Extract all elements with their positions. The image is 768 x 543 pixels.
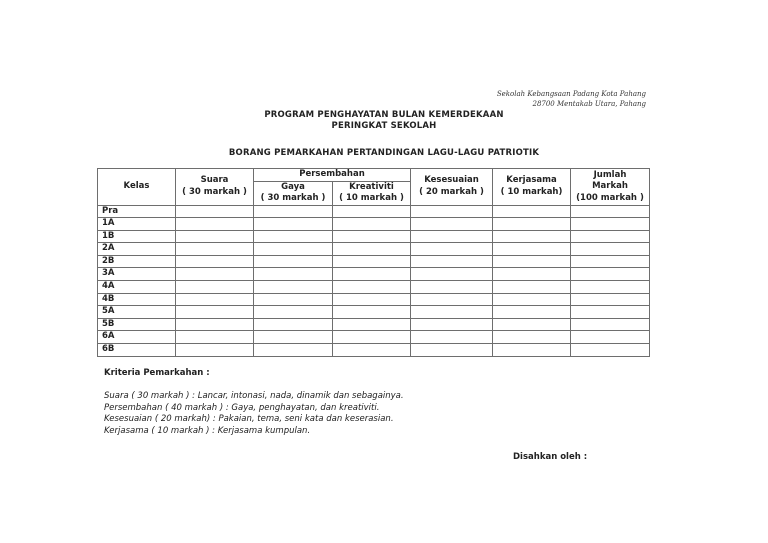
score-cell[interactable] xyxy=(571,230,650,243)
class-label: Pra xyxy=(98,205,176,218)
criteria-list xyxy=(104,391,404,438)
header-kelas: Kelas xyxy=(98,169,176,206)
header-persembahan: Persembahan xyxy=(254,169,411,182)
score-cell[interactable] xyxy=(411,205,493,218)
score-cell[interactable] xyxy=(571,318,650,331)
score-cell[interactable] xyxy=(493,318,571,331)
score-cell[interactable] xyxy=(176,255,254,268)
score-cell[interactable] xyxy=(176,268,254,281)
score-cell[interactable] xyxy=(176,281,254,294)
score-cell[interactable] xyxy=(493,293,571,306)
score-cell[interactable] xyxy=(176,318,254,331)
score-cell[interactable] xyxy=(571,306,650,319)
form-title: BORANG PEMARKAHAN PERTANDINGAN LAGU-LAGU PATRIOTIK xyxy=(228,148,540,158)
score-cell[interactable] xyxy=(411,281,493,294)
score-cell[interactable] xyxy=(411,230,493,243)
score-cell[interactable] xyxy=(493,243,571,256)
header-kreativiti: Kreativiti ( 10 markah ) xyxy=(333,181,411,205)
score-cell[interactable] xyxy=(493,230,571,243)
score-cell[interactable] xyxy=(571,281,650,294)
score-cell[interactable] xyxy=(493,255,571,268)
score-cell[interactable] xyxy=(411,268,493,281)
score-cell[interactable] xyxy=(411,293,493,306)
score-cell[interactable] xyxy=(176,218,254,231)
score-cell[interactable] xyxy=(254,293,333,306)
score-cell[interactable] xyxy=(493,331,571,344)
header-suara: Suara ( 30 markah ) xyxy=(176,169,254,206)
score-cell[interactable] xyxy=(493,281,571,294)
score-cell[interactable] xyxy=(333,243,411,256)
table-row xyxy=(98,318,650,331)
class-label: 4A xyxy=(98,281,176,294)
score-cell[interactable] xyxy=(411,243,493,256)
table-row xyxy=(98,230,650,243)
table-row xyxy=(98,268,650,281)
score-cell[interactable] xyxy=(254,331,333,344)
header-kerjasama: Kerjasama ( 10 markah) xyxy=(493,169,571,206)
score-cell[interactable] xyxy=(411,218,493,231)
class-label: 5A xyxy=(98,306,176,319)
header-kesesuaian: Kesesuaian ( 20 markah ) xyxy=(411,169,493,206)
score-cell[interactable] xyxy=(571,268,650,281)
score-cell[interactable] xyxy=(254,243,333,256)
class-label: 3A xyxy=(98,268,176,281)
score-cell[interactable] xyxy=(254,281,333,294)
criteria-kesesuaian: Kesesuaian ( 20 markah) : Pakaian, tema, seni kata dan keserasian. xyxy=(104,414,394,425)
score-cell[interactable] xyxy=(254,268,333,281)
table-row xyxy=(98,205,650,218)
table-row xyxy=(98,281,650,294)
score-cell[interactable] xyxy=(493,205,571,218)
score-cell[interactable] xyxy=(254,306,333,319)
score-cell[interactable] xyxy=(254,218,333,231)
class-label: 5B xyxy=(98,318,176,331)
score-cell[interactable] xyxy=(571,243,650,256)
score-cell[interactable] xyxy=(333,255,411,268)
score-cell[interactable] xyxy=(493,306,571,319)
class-label: 1A xyxy=(98,218,176,231)
score-cell[interactable] xyxy=(254,205,333,218)
score-cell[interactable] xyxy=(571,331,650,344)
score-cell[interactable] xyxy=(411,331,493,344)
score-cell[interactable] xyxy=(571,255,650,268)
class-label: 4B xyxy=(98,293,176,306)
score-cell[interactable] xyxy=(176,331,254,344)
score-cell[interactable] xyxy=(411,306,493,319)
school-name: Sekolah Kebangsaan Padang Kota Pahang xyxy=(496,90,646,98)
score-cell[interactable] xyxy=(493,268,571,281)
class-label: 1B xyxy=(98,230,176,243)
header-jumlah: Jumlah Markah (100 markah ) xyxy=(571,169,650,206)
score-cell[interactable] xyxy=(571,293,650,306)
score-cell[interactable] xyxy=(176,243,254,256)
score-cell[interactable] xyxy=(333,306,411,319)
program-level: PERINGKAT SEKOLAH xyxy=(331,121,437,131)
table-row xyxy=(98,218,650,231)
score-cell[interactable] xyxy=(333,318,411,331)
score-cell[interactable] xyxy=(571,205,650,218)
score-cell[interactable] xyxy=(333,331,411,344)
criteria-suara: Suara ( 30 markah ) : Lancar, intonasi, nada, dinamik dan sebagainya. xyxy=(104,391,404,401)
score-cell[interactable] xyxy=(333,230,411,243)
score-cell[interactable] xyxy=(333,293,411,306)
score-cell[interactable] xyxy=(493,218,571,231)
school-address xyxy=(497,89,646,109)
table-row xyxy=(98,344,650,357)
table-row xyxy=(98,255,650,268)
score-cell[interactable] xyxy=(254,344,333,357)
score-cell[interactable] xyxy=(411,344,493,357)
score-cell[interactable] xyxy=(176,293,254,306)
class-label: 2B xyxy=(98,255,176,268)
header-gaya: Gaya ( 30 markah ) xyxy=(254,181,333,205)
score-cell[interactable] xyxy=(176,306,254,319)
score-cell[interactable] xyxy=(176,205,254,218)
table-row xyxy=(98,293,650,306)
criteria-heading: Kriteria Pemarkahan : xyxy=(104,368,210,378)
score-cell[interactable] xyxy=(176,344,254,357)
score-cell[interactable] xyxy=(333,344,411,357)
score-cell[interactable] xyxy=(254,255,333,268)
score-cell[interactable] xyxy=(333,205,411,218)
score-cell[interactable] xyxy=(254,230,333,243)
score-cell[interactable] xyxy=(493,344,571,357)
table-row xyxy=(98,331,650,344)
class-label: 6A xyxy=(98,331,176,344)
school-location: 28700 Mentakab Utara, Pahang xyxy=(532,100,646,108)
class-label: 2A xyxy=(98,243,176,256)
score-cell[interactable] xyxy=(411,255,493,268)
class-label: 6B xyxy=(98,344,176,357)
scoring-table xyxy=(97,168,650,357)
score-cell[interactable] xyxy=(176,230,254,243)
table-row xyxy=(98,306,650,319)
score-cell[interactable] xyxy=(411,318,493,331)
score-cell[interactable] xyxy=(571,218,650,231)
criteria-kerjasama: Kerjasama ( 10 markah ) : Kerjasama kumpulan. xyxy=(104,426,311,437)
program-title: PROGRAM PENGHAYATAN BULAN KEMERDEKAAN xyxy=(264,110,504,120)
score-cell[interactable] xyxy=(254,318,333,331)
score-cell[interactable] xyxy=(333,268,411,281)
approved-by-label: Disahkan oleh : xyxy=(513,452,588,462)
score-cell[interactable] xyxy=(333,218,411,231)
score-cell[interactable] xyxy=(333,281,411,294)
criteria-persembahan: Persembahan ( 40 markah ) : Gaya, penghayatan, dan kreativiti. xyxy=(104,402,380,413)
table-row xyxy=(98,243,650,256)
score-cell[interactable] xyxy=(571,344,650,357)
